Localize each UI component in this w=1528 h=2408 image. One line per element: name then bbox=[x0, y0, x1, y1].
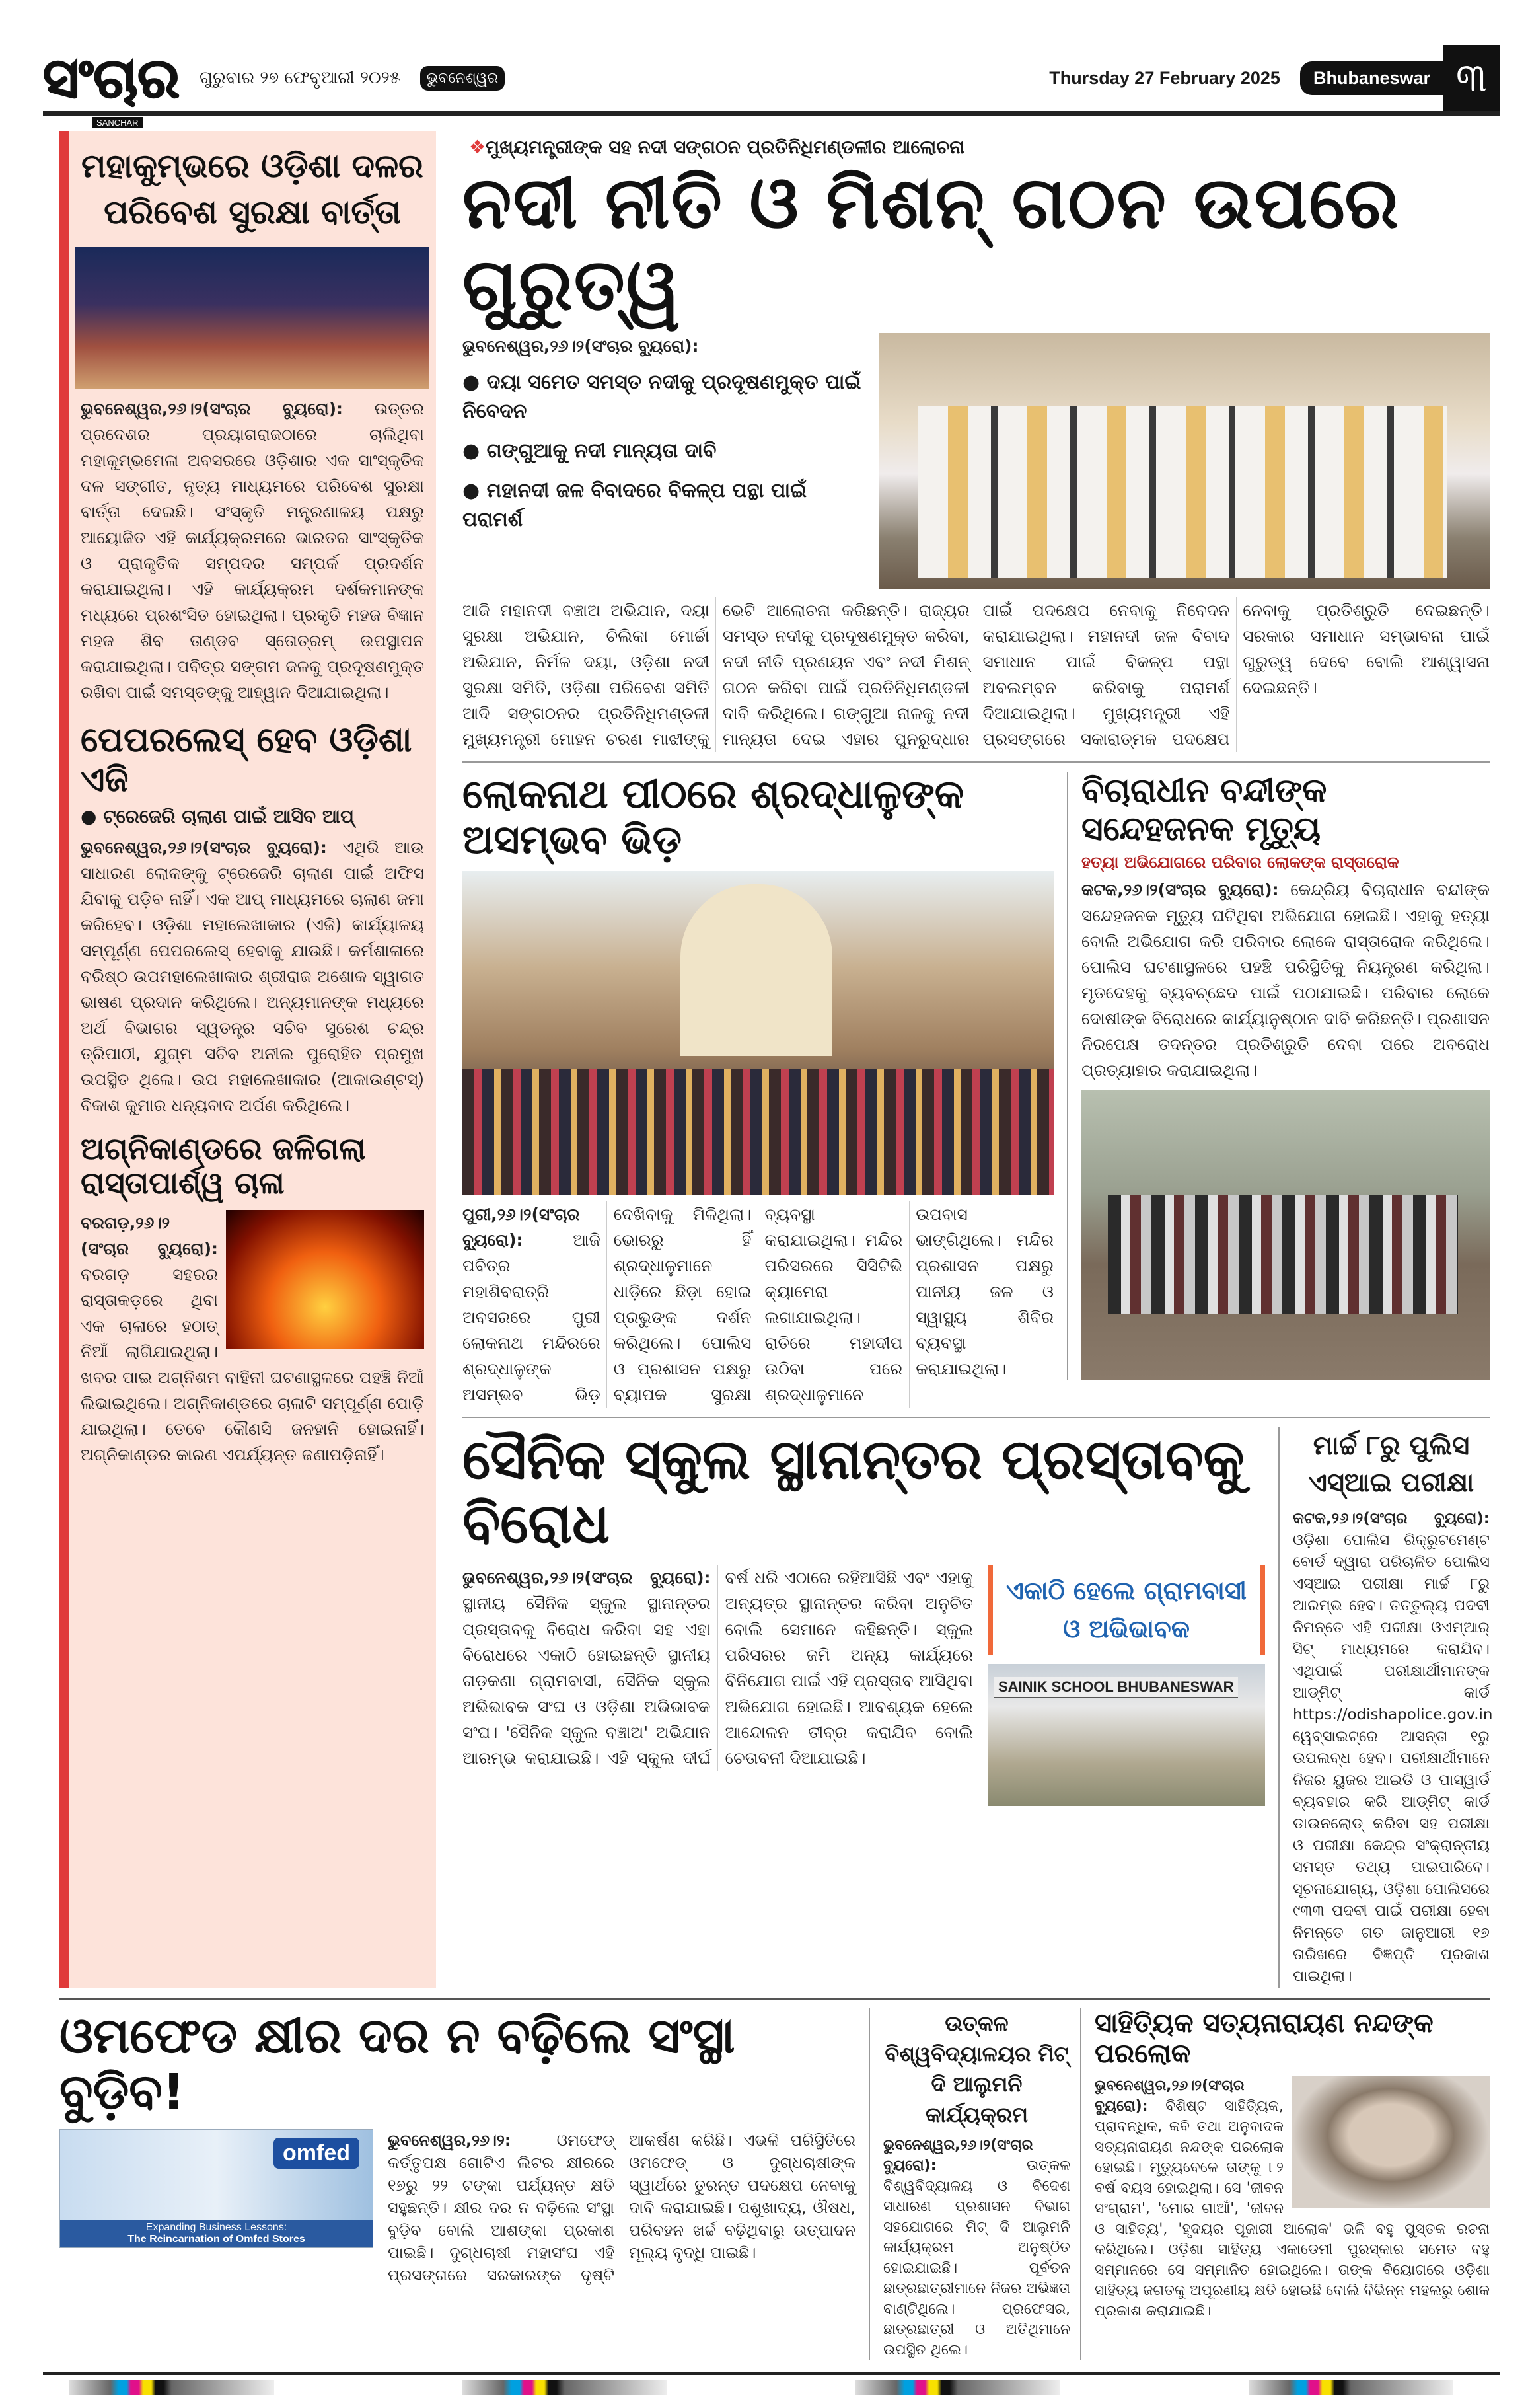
city-and-page bbox=[1300, 45, 1500, 111]
main-grid bbox=[59, 131, 1493, 1988]
utkal-story bbox=[869, 2008, 1080, 2360]
bullet-item: ● ଦୟା ସମେତ ସମସ୍ତ ନଦୀକୁ ପ୍ରଦୂଷଣମୁକ୍ତ ପାଇଁ ନିବେଦନ bbox=[462, 371, 861, 424]
sainik-body bbox=[462, 1565, 973, 1771]
diamond-icon: ❖ bbox=[469, 136, 486, 158]
cm-meeting-photo bbox=[879, 333, 1490, 589]
paperless-body: ଏଥିରି ଆଉ ସାଧାରଣ ଲୋକଙ୍କୁ ଟ୍ରେଜେରି ଚାଲାଣ ପାଇଁ ଅଫିସ ଯିବାକୁ ପଡ଼ିବ ନାହିଁ। ଏକ ଆପ୍ ମାଧ୍ୟମରେ ଚାଲାଣ ଜମା କରିହେବ। ଓଡ଼ିଶା ମହାଲେଖାକାର (ଏଜି) କାର୍ଯ୍ୟାଳୟ ସମ୍ପୂର୍ଣ୍ଣ ପେପରଲେସ୍ ହେବାକୁ ଯାଉଛି। କର୍ମଶାଳାରେ ବରିଷ୍ଠ ଉପମହାଲେଖାକାର ଶ୍ରୀରାଜ ଅଶୋକ ସ୍ୱାଗତ ଭାଷଣ ପ୍ରଦାନ କରିଥିଲେ। ଅନ୍ୟମାନଙ୍କ ମଧ୍ୟରେ ଅର୍ଥ ବିଭାଗର ସ୍ୱତନ୍ତ୍ର ସଚିବ ସୁରେଶ ଚନ୍ଦ୍ର ତ୍ରିପାଠୀ, ଯୁଗ୍ମ ସଚିବ ଅନୀଲ ପୁରୋହିତ ପ୍ରମୁଖ ଉପସ୍ଥିତ ଥିଲେ। ଉପ ମହାଲେଖାକାର (ଆକାଉଣ୍ଟସ୍) ବିକାଶ କୁମାର ଧନ୍ୟବାଦ ଅର୍ପଣ କରିଥିଲେ। bbox=[81, 837, 424, 1115]
fire-photo bbox=[226, 1210, 424, 1349]
section-rule bbox=[462, 1417, 1490, 1418]
newspaper-logo[interactable]: ସଂଚାର bbox=[43, 46, 180, 110]
dateline: ଭୁବନେଶ୍ୱର,୨୬।୨(ସଂଚାର ବ୍ୟୁରୋ): bbox=[462, 336, 699, 356]
right-area bbox=[462, 131, 1493, 1988]
obit-body-text: ବିଶିଷ୍ଟ ସାହିତ୍ୟିକ, ପ୍ରାବନ୍ଧିକ, କବି ତଥା ଅନୁବାଦକ ସତ୍ୟନାରାୟଣ ନନ୍ଦଙ୍କ ପରଲୋକ ହୋଇଛି। ମୃତ୍ୟୁବେଳେ ତାଙ୍କୁ ୮୨ ବର୍ଷ ବୟସ ହୋଇଥିଲା। ସେ 'ଜୀବନ ସଂଗ୍ରାମ', 'ମୋର ଗାଆଁ', 'ଜୀବନ ଓ ସାହିତ୍ୟ', 'ହୃଦୟର ପୂଜାରୀ ଆଲୋକ' ଭଳି ବହୁ ପୁସ୍ତକ ରଚନା କରିଥିଲେ। ଓଡ଼ିଶା ସାହିତ୍ୟ ଏକାଡେମୀ ପୁରସ୍କାର ସମେତ ବହୁ ସମ୍ମାନରେ ସେ ସମ୍ମାନିତ ହୋଇଥିଲେ। ତାଙ୍କ ବିୟୋଗରେ ଓଡ଼ିଶା ସାହିତ୍ୟ ଜଗତକୁ ଅପୂରଣୀୟ କ୍ଷତି ହୋଇଛି ବୋଲି ବିଭିନ୍ନ ମହଲରୁ ଶୋକ ପ୍ରକାଶ କରାଯାଇଛି। bbox=[1095, 2098, 1490, 2320]
fire-body: ବରଗଡ଼ ସହରର ରାସ୍ତାକଡ଼ରେ ଥିବା ଏକ ଚାଳାରେ ହଠାତ୍ ନିଆଁ ଲାଗିଯାଇଥିଲା। ଖବର ପାଇ ଅଗ୍ନିଶମ ବାହିନୀ ଘଟଣାସ୍ଥଳରେ ପହଞ୍ଚି ନିଆଁ ଲିଭାଇଥିଲେ। ଅଗ୍ନିକାଣ୍ଡରେ ଚାଳାଟି ସମ୍ପୂର୍ଣ୍ଣ ପୋଡ଼ି ଯାଇଥିଲା। ତେବେ କୌଣସି ଜନହାନି ହୋଇନାହିଁ। ଅଗ୍ନିକାଣ୍ଡର କାରଣ ଏପର୍ଯ୍ୟନ୍ତ ଜଣାପଡ଼ିନାହିଁ। bbox=[81, 1265, 424, 1465]
omfed-content bbox=[59, 2129, 855, 2286]
fire-story bbox=[69, 1206, 436, 1472]
bullet-text: ମହାନଦୀ ଜଳ ବିବାଦରେ ବିକଳ୍ପ ପନ୍ଥା ପାଇଁ ପରାମର୍ଶ bbox=[462, 479, 807, 532]
police-body-text: ଓଡ଼ିଶା ପୋଲିସ ରିକ୍ରୁଟମେଣ୍ଟ ବୋର୍ଡ ଦ୍ୱାରା ପରିଚାଳିତ ପୋଲିସ ଏସ୍‌ଆଇ ପରୀକ୍ଷା ମାର୍ଚ୍ଚ ୮ରୁ ଆରମ୍ଭ ହେବ। ତତ୍ତୁଲ୍ୟ ପଦବୀ ନିମନ୍ତେ ଏହି ପରୀକ୍ଷା ଓଏମ୍ଆର୍ ସିଟ୍ ମାଧ୍ୟମରେ କରାଯିବ। ଏଥିପାଇଁ ପରୀକ୍ଷାର୍ଥୀମାନଙ୍କ ଆଡ୍‌ମିଟ୍ କାର୍ଡ https://odishapolice.gov.in ୱେବ୍‌ସାଇଟ୍‌ରେ ଆସନ୍ତା ୧ରୁ ଉପଲବ୍ଧ ହେବ। ପରୀକ୍ଷାର୍ଥୀମାନେ ନିଜର ୟୁଜର ଆଇଡି ଓ ପାସ୍‌ୱାର୍ଡ ବ୍ୟବହାର କରି ଆଡ୍‌ମିଟ୍ କାର୍ଡ ଡାଉନଲୋଡ୍ କରିବା ସହ ପରୀକ୍ଷା ଓ ପରୀକ୍ଷା କେନ୍ଦ୍ର ସଂକ୍ରାନ୍ତୀୟ ସମସ୍ତ ତଥ୍ୟ ପାଇପାରିବେ। ସୂଚନାଯୋଗ୍ୟ, ଓଡ଼ିଶା ପୋଲିସରେ ୯୩୩ ପଦବୀ ପାଇଁ ପରୀକ୍ଷା ହେବା ନିମନ୍ତେ ଗତ ଜାନୁଆରୀ ୧୭ ତାରିଖରେ ବିଜ୍ଞପ୍ତି ପ୍ରକାଶ ପାଇଥିଲା। bbox=[1293, 1532, 1493, 1986]
sainik-content bbox=[462, 1565, 1265, 1806]
bullet-item: ● ମହାନଦୀ ଜଳ ବିବାଦରେ ବିକଳ୍ପ ପନ୍ଥା ପାଇଁ ପରାମର୍ଶ bbox=[462, 479, 807, 532]
dateline: କଟକ,୨୬।୨(ସଂଚାର ବ୍ୟୁରୋ): bbox=[1293, 1510, 1490, 1528]
masthead-rule bbox=[43, 111, 1500, 116]
masthead bbox=[43, 45, 1500, 111]
page-number: ୩ bbox=[1443, 45, 1500, 111]
odia-date: ଗୁରୁବାର ୨୭ ଫେବୃଆରୀ ୨୦୨୫ bbox=[199, 67, 400, 88]
left-story-text bbox=[69, 389, 436, 712]
custody-body bbox=[1081, 877, 1490, 1083]
custody-headline: ବିଚାରାଧୀନ ବନ୍ଦୀଙ୍କ ସନ୍ଦେହଜନକ ମୃତ୍ୟୁ bbox=[1081, 771, 1327, 848]
dateline: କଟକ,୨୬।୨(ସଂଚାର ବ୍ୟୁରୋ): bbox=[1081, 880, 1279, 900]
police-story bbox=[1278, 1427, 1493, 1988]
road-blockade-photo bbox=[1081, 1090, 1490, 1380]
school-sign: SAINIK SCHOOL BHUBANESWAR bbox=[994, 1677, 1238, 1698]
dateline: ପୁରୀ,୨୬।୨(ସଂଚାର ବ୍ୟୁରୋ): bbox=[462, 1205, 580, 1250]
dateline: ଭୁବନେଶ୍ୱର,୨୬।୨(ସଂଚାର ବ୍ୟୁରୋ): bbox=[883, 2137, 1033, 2175]
bullet-text: ଟ୍ରେଜେରି ଚାଲାଣ ପାଇଁ ଆସିବ ଆପ୍ bbox=[103, 805, 354, 827]
kumbh-photo bbox=[75, 247, 429, 389]
ad-caption-line1: Expanding Business Lessons: bbox=[145, 2221, 287, 2233]
sainik-headline: ସୈନିକ ସ୍କୁଲ ସ୍ଥାନାନ୍ତର ପ୍ରସ୍ତାବକୁ ବିରୋଧ bbox=[462, 1427, 1245, 1556]
fire-headline: ଅଗ୍ନିକାଣ୍ଡରେ ଜଳିଗଲା ରାସ୍ତାପାର୍ଶ୍ୱ ଚାଳା bbox=[81, 1130, 366, 1201]
dateline: ଭୁବନେଶ୍ୱର,୨୬।୨(ସଂଚାର ବ୍ୟୁରୋ): bbox=[462, 1567, 711, 1587]
omfed-logo: omfed bbox=[273, 2138, 359, 2169]
middle-row bbox=[462, 772, 1490, 1408]
sainik-school-photo bbox=[988, 1664, 1265, 1806]
sainik-body-text: ସ୍ଥାନୀୟ ସୈନିକ ସ୍କୁଲ ସ୍ଥାନାନ୍ତର ପ୍ରସ୍ତାବକୁ ବିରୋଧ କରିବା ସହ ଏହା ବିରୋଧରେ ଏକାଠି ହୋଇଛନ୍ତି ସ୍ଥାନୀୟ ଗଡ଼କଣା ଗ୍ରାମବାସୀ, ସୈନିକ ସ୍କୁଲ ଅଭିଭାବକ ସଂଘ ଓ ଓଡ଼ିଶା ଅଭିଭାବକ ସଂଘ। 'ସୈନିକ ସ୍କୁଲ ବଞ୍ଚାଅ' ଅଭିଯାନ ଆରମ୍ଭ କରାଯାଇଛି। ଏହି ସ୍କୁଲ ଦୀର୍ଘ ବର୍ଷ ଧରି ଏଠାରେ ରହିଆସିଛି ଏବଂ ଏହାକୁ ଅନ୍ୟତ୍ର ସ୍ଥାନାନ୍ତର କରିବା ଅନୁଚିତ ବୋଲି ସେମାନେ କହିଛନ୍ତି। ସ୍କୁଲ ପରିସରର ଜମି ଅନ୍ୟ କାର୍ଯ୍ୟରେ ବିନିଯୋଗ ପାଇଁ ଏହି ପ୍ରସ୍ତାବ ଆସିଥିବା ଅଭିଯୋଗ ହୋଇଛି। ଆବଶ୍ୟକ ହେଲେ ଆନ୍ଦୋଳନ ତୀବ୍ର କରାଯିବ ବୋଲି ଚେତାବନୀ ଦିଆଯାଇଛି। bbox=[462, 1567, 973, 1768]
crowd bbox=[462, 1069, 1054, 1195]
bullet-text: ଦୟା ସମେତ ସମସ୍ତ ନଦୀକୁ ପ୍ରଦୂଷଣମୁକ୍ତ ପାଇଁ ନିବେଦନ bbox=[462, 371, 861, 424]
lokanath-body-text: ଆଜି ପବିତ୍ର ମହାଶିବରାତ୍ରି ଅବସରରେ ପୁରୀ ଲୋକନାଥ ମନ୍ଦିରରେ ଶ୍ରଦ୍ଧାଳୁଙ୍କ ଅସମ୍ଭବ ଭିଡ଼ ଦେଖିବାକୁ ମିଳିଥିଲା। ଭୋରରୁ ହିଁ ଶ୍ରଦ୍ଧାଳୁମାନେ ଧାଡ଼ିରେ ଛିଡ଼ା ହୋଇ ପ୍ରଭୁଙ୍କ ଦର୍ଶନ କରିଥିଲେ। ପୋଲିସ ଓ ପ୍ରଶାସନ ପକ୍ଷରୁ ବ୍ୟାପକ ସୁରକ୍ଷା ବ୍ୟବସ୍ଥା କରାଯାଇଥିଲା। ମନ୍ଦିର ପରିସରରେ ସିସିଟିଭି କ୍ୟାମେରା ଲଗାଯାଇଥିଲା। ରାତିରେ ମହାଦୀପ ଉଠିବା ପରେ ଶ୍ରଦ୍ଧାଳୁମାନେ ଉପବାସ ଭାଙ୍ଗିଥିଲେ। ମନ୍ଦିର ପ୍ରଶାସନ ପକ୍ଷରୁ ପାନୀୟ ଜଳ ଓ ସ୍ୱାସ୍ଥ୍ୟ ଶିବିର ବ୍ୟବସ୍ଥା କରାଯାଇଥିଲା। bbox=[462, 1205, 1054, 1405]
sainik-side bbox=[988, 1565, 1265, 1806]
sainik-row bbox=[462, 1427, 1493, 1988]
paperless-text bbox=[69, 831, 436, 1122]
paperless-headline: ପେପରଲେସ୍ ହେବ ଓଡ଼ିଶା ଏଜି bbox=[81, 720, 412, 800]
dateline: ଭୁବନେଶ୍ୱର,୨୬।୨(ସଂଚାର ବ୍ୟୁରୋ): bbox=[81, 837, 327, 857]
odia-city-badge: ଭୁବନେଶ୍ୱର bbox=[420, 66, 505, 91]
utkal-body-text: ଉତ୍କଳ ବିଶ୍ୱବିଦ୍ୟାଳୟ ଓ ବିଦେଶ ସାଧାରଣ ପ୍ରଶାସନ ବିଭାଗ ସହଯୋଗରେ ମିଟ୍ ଦି ଆଲୁମନି କାର୍ଯ୍ୟକ୍ରମ ଅନୁଷ୍ଠିତ ହୋଇଯାଇଛି। ପୂର୍ବତନ ଛାତ୍ରଛାତ୍ରୀମାନେ ନିଜର ଅଭିଜ୍ଞତା ବାଣ୍ଟିଥିଲେ। ପ୍ରଫେସର, ଛାତ୍ରଛାତ୍ରୀ ଓ ଅତିଥିମାନେ ଉପସ୍ଥିତ ଥିଲେ। bbox=[883, 2158, 1070, 2359]
dateline: ଭୁବନେଶ୍ୱର,୨୬।୨(ସଂଚାର ବ୍ୟୁରୋ): bbox=[1095, 2078, 1245, 2115]
utkal-body bbox=[883, 2135, 1070, 2360]
police-body bbox=[1293, 1508, 1493, 1988]
omfed-story bbox=[59, 2008, 869, 2360]
color-bar bbox=[1249, 2380, 1453, 2395]
lead-intro bbox=[462, 333, 864, 535]
custody-subhead: ହତ୍ୟା ଅଭିଯୋଗରେ ପରିବାର ଲୋକଙ୍କ ରାସ୍ତାରୋକ bbox=[1081, 853, 1399, 872]
bullet-item: ● ଗଙ୍ଗୁଆକୁ ନଦୀ ମାନ୍ୟତା ଦାବି bbox=[462, 439, 717, 463]
left-story-body: ଉତ୍ତର ପ୍ରଦେଶର ପ୍ରୟାଗରାଜଠାରେ ଚାଲିଥିବା ମହାକୁମ୍ଭମେଳା ଅବସରରେ ଓଡ଼ିଶାର ଏକ ସାଂସ୍କୃତିକ ଦଳ ସଙ୍ଗୀତ, ନୃତ୍ୟ ମାଧ୍ୟମରେ ପରିବେଶ ସୁରକ୍ଷା ବାର୍ତ୍ତା ଦେଇଛି। ସଂସ୍କୃତି ମନ୍ତ୍ରଣାଳୟ ପକ୍ଷରୁ ଆୟୋଜିତ ଏହି କାର୍ଯ୍ୟକ୍ରମରେ ଭାରତର ସାଂସ୍କୃତିକ ଓ ପ୍ରାକୃତିକ ସମ୍ପଦର ସମ୍ପର୍କ ପ୍ରଦର୍ଶନ କରାଯାଇଥିଲା। ଏହି କାର୍ଯ୍ୟକ୍ରମ ଦର୍ଶକମାନଙ୍କ ମଧ୍ୟରେ ପ୍ରଶଂସିତ ହୋଇଥିଲା। ପ୍ରକୃତି ମହଜ ବିଜ୍ଞାନ ମହଜ ଶିବ ତାଣ୍ଡବ ସ୍ତୋତ୍ରମ୍ ଉପସ୍ଥାପନ କରାଯାଇଥିଲା। ପବିତ୍ର ସଙ୍ଗମ ଜଳକୁ ପ୍ରଦୂଷଣମୁକ୍ତ ରଖିବା ପାଇଁ ସମସ୍ତଙ୍କୁ ଆହ୍ୱାନ ଦିଆଯାଇଥିଲା। bbox=[81, 399, 424, 702]
lead-body: ଆଜି ମହାନଦୀ ବଞ୍ଚାଅ ଅଭିଯାନ, ଦୟା ସୁରକ୍ଷା ଅଭିଯାନ, ଚିଲିକା ମୋର୍ଚ୍ଚା ଅଭିଯାନ, ନିର୍ମଳ ଦୟା, ଓଡ଼ିଶା ନଦୀ ସୁରକ୍ଷା ସମିତି, ଓଡ଼ିଶା ପରିବେଶ ସମିତି ଆଦି ସଙ୍ଗଠନର ପ୍ରତିନିଧିମଣ୍ଡଳୀ ମୁଖ୍ୟମନ୍ତ୍ରୀ ମୋହନ ଚରଣ ମାଝୀଙ୍କୁ ଭେଟି ଆଲୋଚନା କରିଛନ୍ତି। ରାଜ୍ୟର ସମସ୍ତ ନଦୀକୁ ପ୍ରଦୂଷଣମୁକ୍ତ କରିବା, ନଦୀ ନୀତି ପ୍ରଣୟନ ଏବଂ ନଦୀ ମିଶନ୍ ଗଠନ କରିବା ପାଇଁ ପ୍ରତିନିଧିମଣ୍ଡଳୀ ଦାବି କରିଥିଲେ। ଗଙ୍ଗୁଆ ନାଳକୁ ନଦୀ ମାନ୍ୟତା ଦେଇ ଏହାର ପୁନରୁଦ୍ଧାର ପାଇଁ ପଦକ୍ଷେପ ନେବାକୁ ନିବେଦନ କରାଯାଇଥିଲା। ମହାନଦୀ ଜଳ ବିବାଦ ସମାଧାନ ପାଇଁ ବିକଳ୍ପ ପନ୍ଥା ଅବଲମ୍ବନ କରିବାକୁ ପରାମର୍ଶ ଦିଆଯାଇଥିଲା। ମୁଖ୍ୟମନ୍ତ୍ରୀ ଏହି ପ୍ରସଙ୍ଗରେ ସକାରାତ୍ମକ ପଦକ୍ଷେପ ନେବାକୁ ପ୍ରତିଶ୍ରୁତି ଦେଇଛନ୍ତି। ସରକାର ସମାଧାନ ସମ୍ଭାବନା ପାଇଁ ଗୁରୁତ୍ୱ ଦେବେ ବୋଲି ଆଶ୍ୱାସନା ଦେଇଛନ୍ତି। bbox=[462, 601, 1490, 749]
dateline: ଭୁବନେଶ୍ୱର,୨୬।୨: bbox=[388, 2130, 511, 2150]
group-of-people bbox=[918, 406, 1447, 578]
dateline: ଭୁବନେଶ୍ୱର,୨୬।୨(ସଂଚାର ବ୍ୟୁରୋ): bbox=[81, 399, 344, 418]
omfed-body bbox=[388, 2129, 855, 2286]
sainik-pullquote: ଏକାଠି ହେଲେ ଗ୍ରାମବାସୀ ଓ ଅଭିଭାବକ bbox=[988, 1565, 1265, 1655]
temple-gate bbox=[680, 884, 832, 1056]
dateline: ବରଗଡ଼,୨୬।୨ (ସଂଚାର ବ୍ୟୁରୋ): bbox=[81, 1213, 218, 1259]
color-bar bbox=[69, 2380, 274, 2395]
sainik-story bbox=[462, 1427, 1278, 1805]
logo-subtitle: SANCHAR bbox=[92, 117, 143, 128]
lokanath-headline: ଲୋକନାଥ ପୀଠରେ ଶ୍ରଦ୍ଧାଳୁଙ୍କ ଅସମ୍ଭବ ଭିଡ଼ bbox=[462, 771, 964, 864]
english-city-badge: Bhubaneswar bbox=[1300, 61, 1443, 95]
lead-kicker bbox=[462, 131, 1490, 159]
paperless-bullet: ● ଟ୍ରେଜେରି ଚାଲାଣ ପାଇଁ ଆସିବ ଆପ୍ bbox=[81, 805, 354, 827]
obituary-story bbox=[1080, 2008, 1490, 2360]
custody-story bbox=[1067, 772, 1490, 1380]
custody-body-text: କେନ୍ଦ୍ରିୟ ବିଚାରାଧୀନ ବନ୍ଦୀଙ୍କ ସନ୍ଦେହଜନକ ମୃତ୍ୟୁ ଘଟିଥିବା ଅଭିଯୋଗ ହୋଇଛି। ଏହାକୁ ହତ୍ୟା ବୋଲି ଅଭିଯୋଗ କରି ପରିବାର ଲୋକେ ରାସ୍ତାରୋକ କରିଥିଲେ। ପୋଲିସ ଘଟଣାସ୍ଥଳରେ ପହଞ୍ଚି ପରିସ୍ଥିତିକୁ ନିୟନ୍ତ୍ରଣ କରିଥିଲା। ମୃତଦେହକୁ ବ୍ୟବଚ୍ଛେଦ ପାଇଁ ପଠାଯାଇଛି। ପରିବାର ଲୋକେ ଦୋଷୀଙ୍କ ବିରୋଧରେ କାର୍ଯ୍ୟାନୁଷ୍ଠାନ ଦାବି କରିଛନ୍ତି। ପ୍ରଶାସନ ନିରପେକ୍ଷ ତଦନ୍ତର ପ୍ରତିଶ୍ରୁତି ଦେବା ପରେ ଅବରୋଧ ପ୍ରତ୍ୟାହାର କରାଯାଇଥିଲା। bbox=[1081, 880, 1490, 1080]
omfed-body-text: ଓମଫେଡ୍ କର୍ତ୍ତୃପକ୍ଷ ଗୋଟିଏ ଲିଟର କ୍ଷୀରରେ ୧୭ରୁ ୨୨ ଟଙ୍କା ପର୍ଯ୍ୟନ୍ତ କ୍ଷତି ସହୁଛନ୍ତି। କ୍ଷୀର ଦର ନ ବଢ଼ିଲେ ସଂସ୍ଥା ବୁଡ଼ିବ ବୋଲି ଆଶଙ୍କା ପ୍ରକାଶ ପାଇଛି। ଦୁଗ୍ଧଚାଷୀ ମହାସଂଘ ଏହି ପ୍ରସଙ୍ଗରେ ସରକାରଙ୍କ ଦୃଷ୍ଟି ଆକର୍ଷଣ କରିଛି। ଏଭଳି ପରିସ୍ଥିତିରେ ଓମଫେଡ୍ ଓ ଦୁଗ୍ଧଚାଷୀଙ୍କ ସ୍ୱାର୍ଥରେ ତୁରନ୍ତ ପଦକ୍ଷେପ ନେବାକୁ ଦାବି କରାଯାଇଛି। ପଶୁଖାଦ୍ୟ, ଔଷଧ, ପରିବହନ ଖର୍ଚ୍ଚ ବଢ଼ିଥିବାରୁ ଉତ୍ପାଦନ ମୂଲ୍ୟ ବୃଦ୍ଧି ପାଇଛି। bbox=[388, 2130, 855, 2284]
print-color-bars bbox=[0, 2380, 1528, 2395]
bullet-text: ଗଙ୍ଗୁଆକୁ ନଦୀ ମାନ୍ୟତା ଦାବି bbox=[486, 439, 717, 463]
lokanath-temple-photo bbox=[462, 871, 1054, 1195]
left-story-headline: ମହାକୁମ୍ଭରେ ଓଡ଼ିଶା ଦଳର ପରିବେଶ ସୁରକ୍ଷା ବାର୍ତ୍ତା bbox=[81, 147, 423, 231]
color-bar bbox=[855, 2380, 1060, 2395]
ad-caption bbox=[60, 2220, 373, 2247]
english-date: Thursday 27 February 2025 bbox=[1049, 67, 1280, 88]
bottom-section bbox=[59, 1998, 1490, 2360]
lead-bullets bbox=[462, 368, 864, 535]
police-headline: ମାର୍ଚ୍ଚ ୮ରୁ ପୁଲିସ ଏସ୍‌ଆଇ ପରୀକ୍ଷା bbox=[1308, 1431, 1474, 1499]
ad-caption-line2: The Reincarnation of Omfed Stores bbox=[127, 2233, 305, 2245]
lokanath-story bbox=[462, 772, 1067, 1408]
utkal-headline: ଉତ୍କଳ ବିଶ୍ୱବିଦ୍ୟାଳୟର ମିଟ୍ ଦି ଆଲୁମନି କାର୍ଯ୍ୟକ୍ରମ bbox=[885, 2011, 1069, 2128]
footer-rule bbox=[43, 2372, 1500, 2375]
lokanath-body bbox=[462, 1201, 1054, 1408]
lead-headline: ନଦୀ ନୀତି ଓ ମିଶନ୍ ଗଠନ ଉପରେ ଗୁରୁତ୍ୱ bbox=[462, 162, 1401, 327]
protesters bbox=[1108, 1195, 1458, 1314]
kicker-text: ମୁଖ୍ୟମନ୍ତ୍ରୀଙ୍କ ସହ ନଦୀ ସଙ୍ଗଠନ ପ୍ରତିନିଧିମଣ୍ଡଳୀର ଆଲୋଚନା bbox=[486, 136, 964, 158]
lead-row bbox=[462, 333, 1490, 589]
obituary-portrait bbox=[1292, 2076, 1490, 2208]
section-rule bbox=[462, 761, 1490, 763]
color-bar bbox=[462, 2380, 667, 2395]
omfed-headline: ଓମଫେଡ କ୍ଷୀର ଦର ନ ବଢ଼ିଲେ ସଂସ୍ଥା ବୁଡ଼ିବ! bbox=[59, 2008, 735, 2121]
obituary-headline: ସାହିତ୍ୟିକ ସତ୍ୟନାରାୟଣ ନନ୍ଦଙ୍କ ପରଲୋକ bbox=[1095, 2008, 1434, 2070]
omfed-store-image bbox=[59, 2129, 373, 2248]
left-column bbox=[59, 131, 436, 1988]
